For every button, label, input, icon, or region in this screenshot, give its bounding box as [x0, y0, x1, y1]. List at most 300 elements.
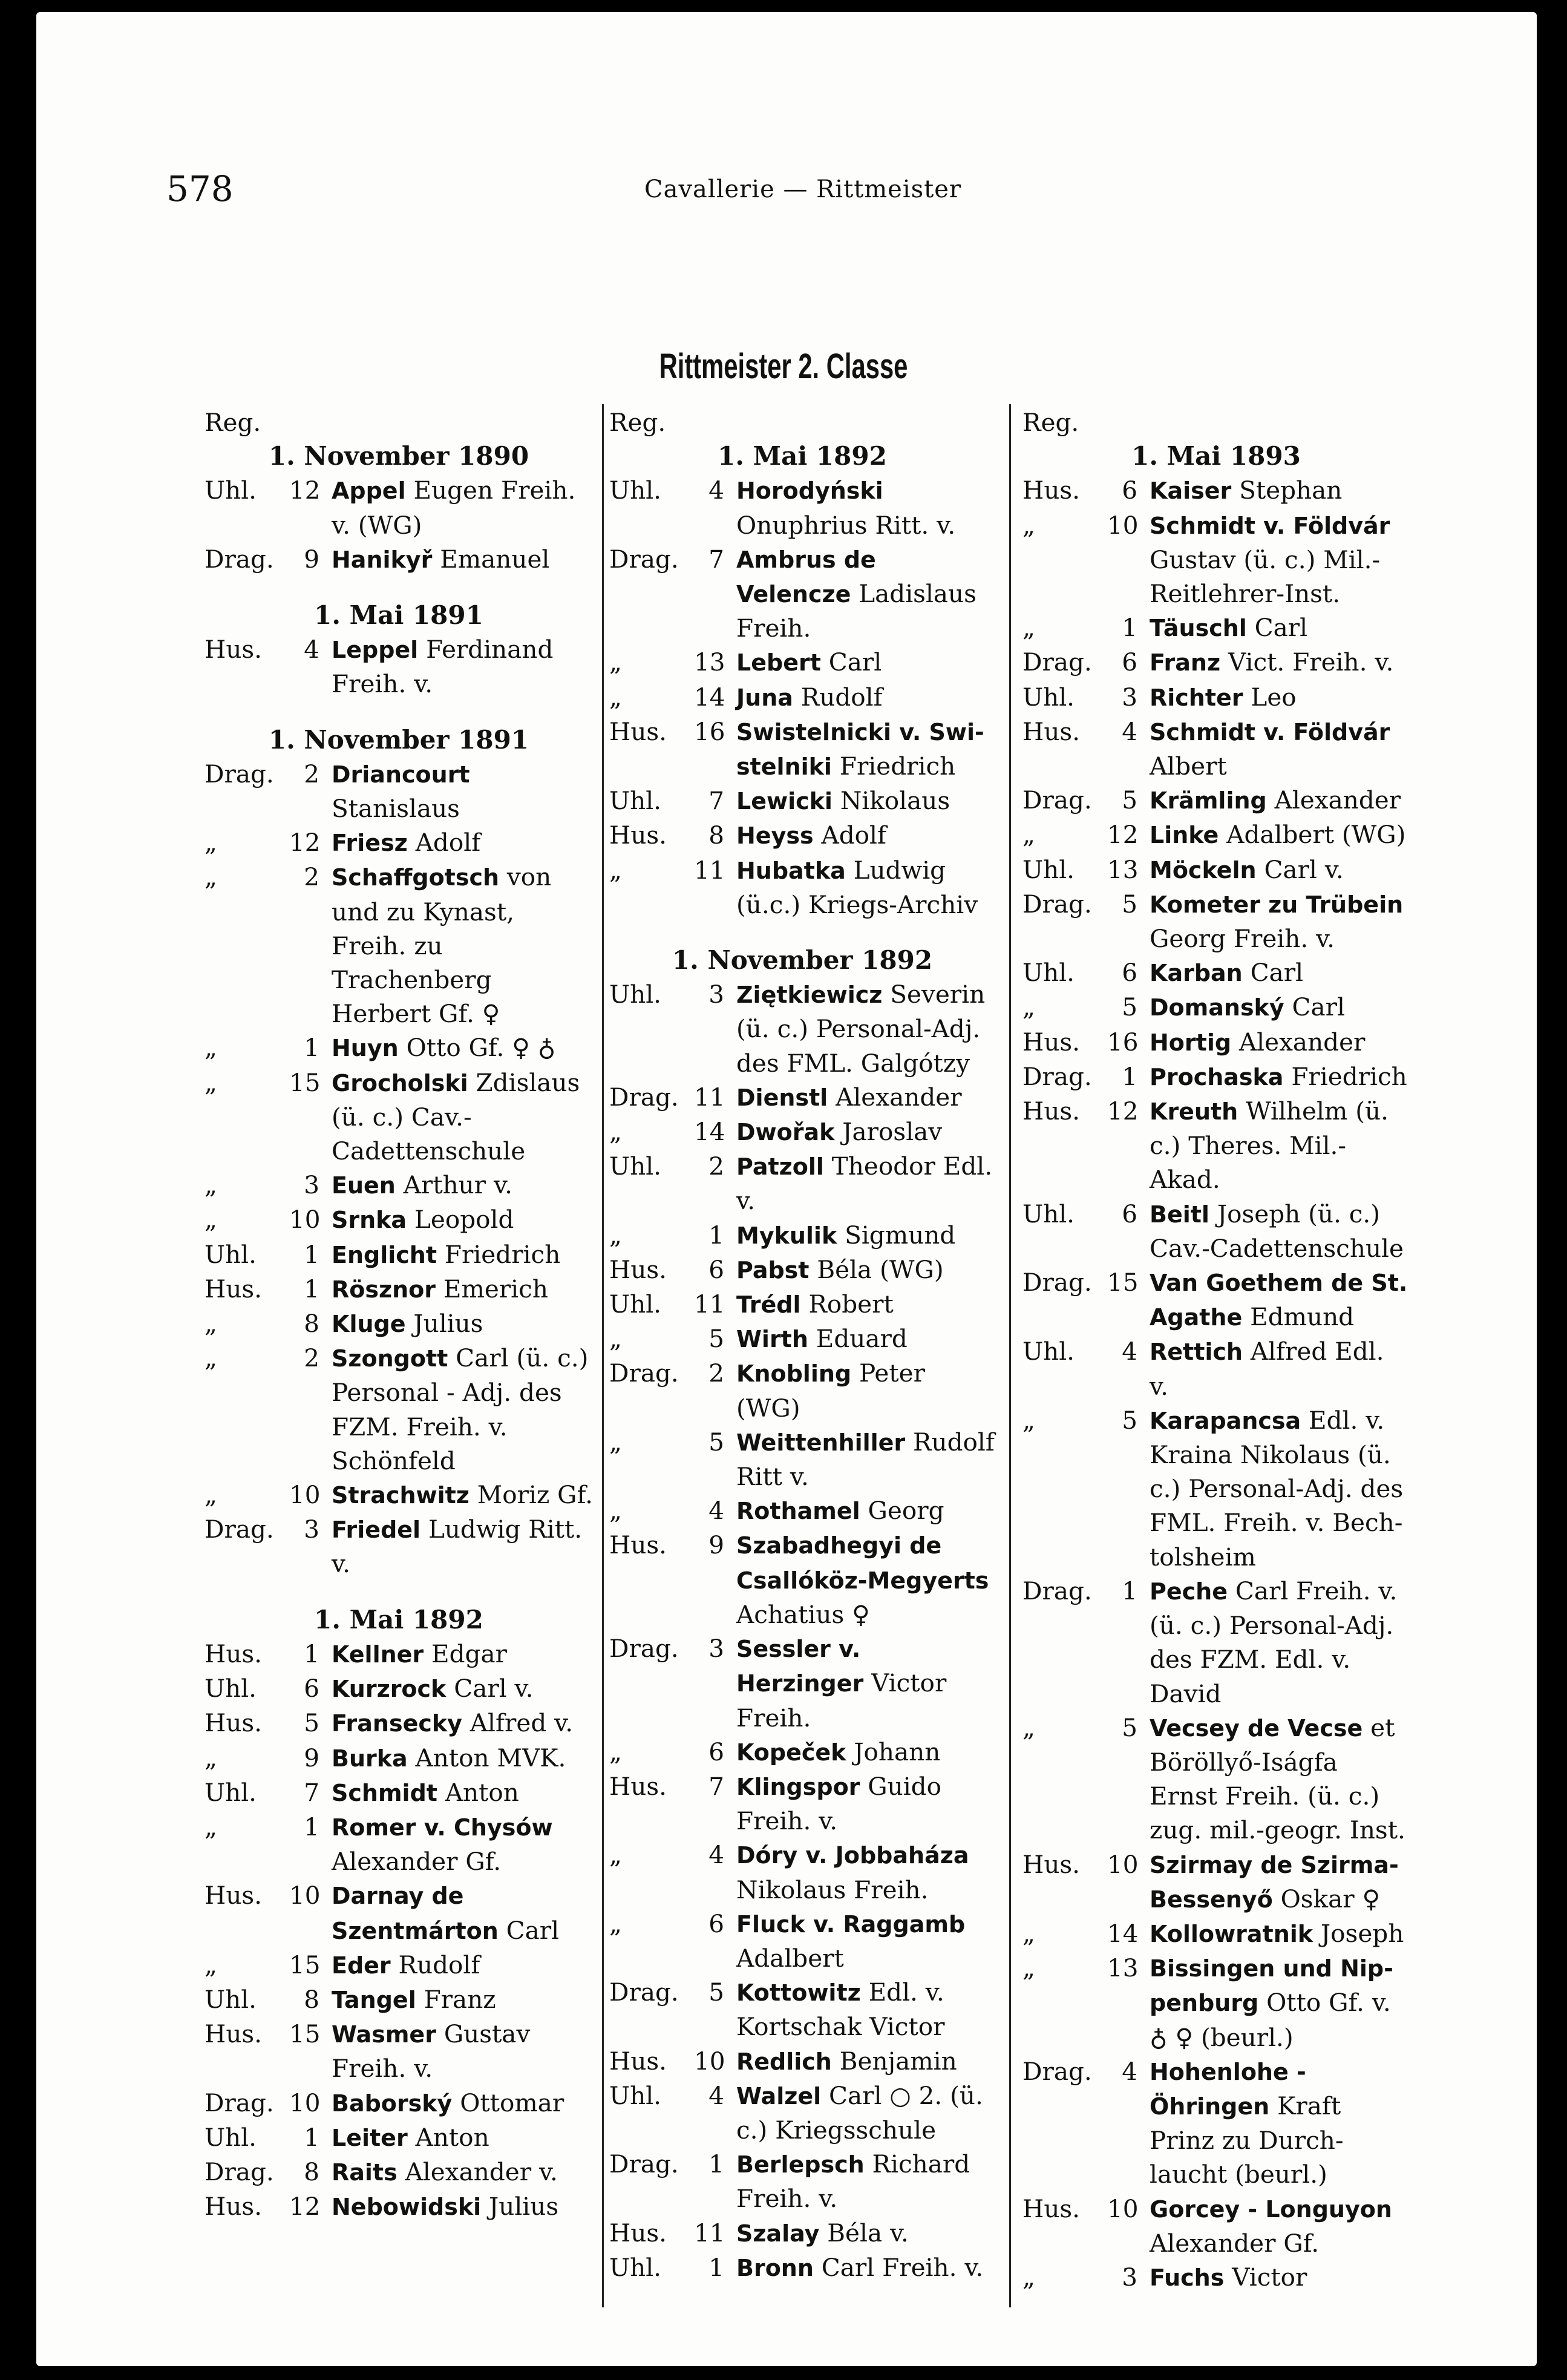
- regiment-branch: Drag.: [609, 1978, 679, 2007]
- officer-surname: Huyn: [332, 1035, 399, 1062]
- officer-surname: Friesz: [332, 830, 408, 857]
- regiment-number: 1: [304, 1812, 319, 1841]
- officer-entry: [609, 1735, 995, 1769]
- officer-surname: Nebowidski: [332, 2194, 482, 2221]
- officer-name: [1150, 1916, 1410, 1951]
- reg-label: Reg.: [204, 408, 261, 437]
- regiment-number: 4: [708, 1496, 724, 1526]
- regiment-branch: Hus.: [609, 716, 667, 746]
- officer-surname: Driancourt: [332, 761, 470, 788]
- regiment-number: 10: [694, 2046, 725, 2076]
- officer-surname: Rothamel: [736, 1498, 860, 1525]
- officer-details: Severin (ü. c.) Personal-Adj. des FML. Galgótzy: [736, 980, 986, 1078]
- officer-entry: [609, 784, 995, 818]
- regiment-number: 11: [694, 855, 725, 885]
- group-spacer: [204, 577, 593, 598]
- officer-name: [736, 977, 995, 1080]
- officer-surname: Karapancsa: [1150, 1407, 1301, 1434]
- regiment-branch: „: [609, 647, 622, 677]
- officer-entry: [1022, 853, 1410, 887]
- officer-details: Peter (WG): [736, 1359, 926, 1423]
- officer-details: Eugen Freih. v. (WG): [332, 476, 576, 540]
- officer-entry: [204, 632, 593, 701]
- officer-name: [332, 860, 593, 1031]
- officer-surname: Hohenlohe - Öhringen: [1150, 2058, 1306, 2120]
- officer-entry: [1022, 508, 1410, 611]
- officer-name: [736, 1528, 995, 1631]
- officer-surname: Karban: [1150, 960, 1243, 987]
- officer-entry: [609, 1425, 995, 1493]
- officer-details: Albert: [1150, 752, 1227, 781]
- regiment-branch: Uhl.: [204, 1239, 257, 1269]
- officer-details: Guido Freih. v.: [736, 1771, 941, 1836]
- regiment-number: 12: [289, 828, 321, 857]
- regiment-number: 4: [708, 476, 724, 505]
- officer-details: Otto Gf. v. ♁ ♀ (beurl.): [1150, 1988, 1391, 2052]
- officer-name: [1150, 1951, 1410, 2054]
- officer-details: Anton: [445, 1777, 519, 1807]
- officer-entry: [609, 1975, 995, 2044]
- officer-details: Kraft Prinz zu Durchlaucht (beurl.): [1150, 2091, 1344, 2189]
- officer-details: Carl: [506, 1915, 560, 1945]
- officer-details: Ludwig Ritt. v.: [332, 1515, 583, 1579]
- officer-name: [332, 1341, 593, 1478]
- officer-entry: [609, 1080, 995, 1115]
- officer-name: [736, 2216, 995, 2251]
- regiment-branch: „: [609, 1496, 622, 1526]
- regiment-branch: Hus.: [204, 1274, 263, 1303]
- officer-entry: [204, 542, 593, 577]
- officer-entry: [204, 1066, 593, 1169]
- officer-details: Alfred Edl. v.: [1150, 1337, 1384, 1401]
- regiment-number: 5: [708, 1427, 724, 1457]
- regiment-branch: Drag.: [204, 2157, 274, 2186]
- regiment-number: 1: [1122, 613, 1137, 643]
- regiment-branch: Hus.: [609, 1530, 667, 1560]
- officer-entry: [204, 1478, 593, 1512]
- regiment-number: 3: [304, 1515, 319, 1544]
- regiment-number: 10: [289, 2088, 321, 2117]
- officer-details: Richard Freih. v.: [736, 2149, 970, 2214]
- officer-surname: Lewicki: [736, 788, 833, 815]
- officer-name: [332, 1272, 593, 1306]
- officer-surname: Krämling: [1150, 787, 1267, 815]
- officer-details: Leo: [1251, 682, 1297, 712]
- officer-surname: Juna: [736, 684, 793, 711]
- officer-entry: [609, 1769, 995, 1838]
- regiment-number: 4: [708, 1840, 724, 1870]
- officer-details: Robert: [808, 1290, 894, 1319]
- officer-details: Carl: [1254, 613, 1308, 643]
- regiment-number: 10: [289, 1480, 321, 1510]
- officer-details: Georg Freih. v.: [1150, 924, 1335, 954]
- officer-surname: Tangel: [332, 1986, 416, 2013]
- officer-surname: Dwořak: [736, 1119, 835, 1146]
- officer-entry: [204, 1878, 593, 1947]
- regiment-branch: Drag.: [1022, 785, 1092, 815]
- regiment-branch: Uhl.: [1022, 1199, 1075, 1228]
- officer-name: [332, 1637, 593, 1671]
- officer-name: [736, 715, 995, 784]
- officer-details: Stephan: [1239, 476, 1343, 505]
- regiment-number: 11: [694, 2218, 725, 2247]
- column-2: [609, 405, 995, 2285]
- regiment-branch: Hus.: [204, 635, 263, 664]
- officer-surname: Täuschl: [1150, 615, 1247, 642]
- officer-entry: [204, 1168, 593, 1202]
- regiment-number: 5: [1122, 1713, 1137, 1742]
- officer-entry: [609, 715, 995, 784]
- regiment-number: 10: [1107, 1849, 1139, 1879]
- officer-surname: Fuchs: [1150, 2264, 1225, 2291]
- regiment-branch: „: [609, 1909, 622, 1938]
- regiment-number: 11: [694, 1082, 725, 1112]
- officer-entry: [1022, 2054, 1410, 2192]
- officer-name: [332, 1948, 593, 1982]
- regiment-branch: Hus.: [609, 1254, 667, 1284]
- officer-details: Alexander: [836, 1082, 962, 1112]
- officer-name: [736, 1907, 995, 1975]
- regiment-number: 1: [708, 2252, 724, 2282]
- officer-name: [736, 680, 995, 715]
- officer-name: [332, 1306, 593, 1341]
- officer-details: Vict. Freih. v.: [1228, 647, 1394, 677]
- regiment-branch: Uhl.: [609, 2080, 662, 2110]
- regiment-branch: Drag.: [1022, 1061, 1092, 1091]
- officer-entry: [1022, 2192, 1410, 2260]
- officer-details: Arthur v.: [403, 1170, 512, 1200]
- officer-surname: Rösznor: [332, 1276, 436, 1303]
- officer-name: [1150, 1197, 1410, 1265]
- regiment-number: 15: [289, 2019, 321, 2049]
- officer-name: [1150, 1403, 1410, 1574]
- regiment-number: 9: [304, 1743, 319, 1772]
- officer-surname: Schmidt: [332, 1779, 437, 1806]
- officer-surname: Linke: [1150, 822, 1219, 849]
- officer-name: [736, 2251, 995, 2285]
- regiment-branch: „: [204, 1067, 217, 1097]
- regiment-number: 13: [1107, 1953, 1139, 1983]
- officer-name: [736, 1218, 995, 1253]
- officer-surname: Schmidt v. Földvár: [1150, 718, 1390, 746]
- officer-surname: Englicht: [332, 1241, 437, 1268]
- officer-entry: [204, 1031, 593, 1065]
- officer-details: Alexander: [1274, 785, 1401, 815]
- officer-entry: [1022, 1951, 1410, 2054]
- regiment-branch: Hus.: [609, 2046, 667, 2076]
- regiment-branch: Uhl.: [1022, 854, 1075, 884]
- regiment-branch: „: [204, 1309, 217, 1339]
- officer-entry: [204, 2017, 593, 2085]
- officer-entry: [609, 1907, 995, 1975]
- officer-entry: [204, 757, 593, 825]
- officer-surname: Hubatka: [736, 857, 846, 884]
- section-title: Rittmeister 2. Classe: [659, 347, 908, 386]
- group-spacer: [204, 1581, 593, 1603]
- officer-details: Wilhelm (ü. c.) Theres. Mil.-Akad.: [1150, 1097, 1389, 1195]
- officer-surname: Ambrus de Velencze: [736, 546, 876, 608]
- regiment-branch: Hus.: [204, 2019, 263, 2049]
- regiment-branch: Drag.: [609, 2149, 679, 2179]
- officer-details: Joseph (ü. c.) Cav.-Cadettenschule: [1150, 1199, 1404, 1263]
- regiment-branch: „: [609, 682, 622, 712]
- officer-details: Ottomar: [460, 2088, 564, 2117]
- officer-name: [1150, 1094, 1410, 1197]
- regiment-branch: „: [204, 862, 217, 892]
- officer-surname: Vecsey de Vecse: [1150, 1714, 1363, 1742]
- regiment-number: 4: [1122, 2056, 1137, 2086]
- officer-details: Leopold: [414, 1205, 514, 1234]
- officer-name: [332, 2189, 593, 2224]
- officer-surname: Leiter: [332, 2124, 408, 2151]
- officer-details: Eduard: [816, 1324, 908, 1354]
- officer-details: Edl. v. Kortschak Victor: [736, 1978, 945, 2042]
- promotion-date: 1. Mai 1891: [314, 600, 483, 630]
- regiment-branch: Drag.: [609, 1359, 679, 1388]
- regiment-number: 16: [1107, 1027, 1139, 1057]
- officer-name: [736, 1838, 995, 1906]
- regiment-branch: Drag.: [204, 2088, 274, 2117]
- regiment-number: 16: [694, 716, 725, 746]
- officer-surname: Kluge: [332, 1311, 406, 1338]
- regiment-branch: „: [204, 1205, 217, 1234]
- officer-details: Carl ○ 2. (ü. c.) Kriegsschule: [736, 2080, 983, 2145]
- officer-details: Adalbert (WG): [1226, 820, 1406, 850]
- officer-name: [736, 1631, 995, 1735]
- officer-name: [1150, 611, 1410, 645]
- officer-name: [1150, 887, 1410, 956]
- officer-details: Victor: [1232, 2262, 1307, 2292]
- officer-entry: [1022, 1711, 1410, 1847]
- officer-entry: [609, 1218, 995, 1253]
- regiment-number: 1: [1122, 1061, 1137, 1091]
- officer-details: Oskar ♀: [1280, 1884, 1381, 1913]
- officer-surname: Rettich: [1150, 1339, 1243, 1366]
- officer-name: [1150, 715, 1410, 783]
- officer-name: [736, 1253, 995, 1287]
- regiment-number: 2: [304, 759, 319, 788]
- officer-details: Carl Freih. v.: [821, 2252, 984, 2282]
- officer-details: Gustav Freih. v.: [332, 2019, 531, 2083]
- regiment-number: 3: [1122, 2262, 1137, 2292]
- officer-surname: Fransecky: [332, 1710, 462, 1737]
- officer-name: [1150, 1574, 1410, 1711]
- officer-name: [1150, 1060, 1410, 1094]
- promotion-date: 1. Mai 1893: [1131, 441, 1301, 471]
- column-rule: [602, 404, 604, 2307]
- regiment-branch: „: [204, 1743, 217, 1772]
- promotion-date: 1. November 1891: [268, 724, 529, 755]
- officer-surname: Burka: [332, 1745, 408, 1772]
- officer-details: Adolf: [415, 828, 481, 857]
- officer-surname: Hortig: [1150, 1029, 1232, 1056]
- officer-name: [736, 1322, 995, 1356]
- regiment-number: 13: [694, 647, 725, 677]
- officer-details: Ludwig (ü.c.) Kriegs-Archiv: [736, 855, 978, 919]
- officer-details: Sigmund: [845, 1220, 956, 1250]
- officer-entry: [609, 1356, 995, 1424]
- officer-entry: [609, 1149, 995, 1218]
- regiment-branch: Hus.: [1022, 1027, 1081, 1057]
- officer-entry: [204, 2120, 593, 2155]
- regiment-branch: Uhl.: [1022, 958, 1075, 988]
- regiment-branch: „: [609, 1220, 622, 1250]
- officer-name: [332, 542, 593, 577]
- regiment-branch: Hus.: [1022, 476, 1081, 505]
- regiment-branch: Hus.: [609, 2218, 667, 2247]
- regiment-number: 4: [708, 2080, 724, 2110]
- regiment-number: 10: [289, 1205, 321, 1234]
- regiment-branch: „: [1022, 820, 1035, 850]
- regiment-branch: Uhl.: [1022, 682, 1075, 712]
- officer-details: Béla v.: [827, 2218, 909, 2247]
- regiment-number: 14: [1107, 1918, 1139, 1948]
- officer-entry: [609, 1322, 995, 1356]
- officer-entry: [609, 2079, 995, 2147]
- officer-details: Carl Freih. v. (ü. c.) Personal-Adj. des FZM. Edl. v. David: [1150, 1576, 1398, 1708]
- officer-surname: Van Goethem de St. Agathe: [1150, 1270, 1408, 1331]
- officer-name: [1150, 2260, 1410, 2295]
- officer-surname: Horodyński: [736, 477, 883, 505]
- officer-name: [1150, 853, 1410, 887]
- officer-surname: Kometer zu Trübein: [1150, 891, 1404, 918]
- officer-surname: Wasmer: [332, 2021, 436, 2048]
- regiment-branch: Uhl.: [204, 1777, 257, 1807]
- officer-name: [332, 2155, 593, 2189]
- officer-surname: Prochaska: [1150, 1063, 1284, 1090]
- regiment-number: 5: [1122, 1405, 1137, 1435]
- column-rule: [1009, 404, 1011, 2307]
- officer-name: [1150, 818, 1410, 852]
- regiment-number: 3: [708, 1634, 724, 1664]
- regiment-branch: Hus.: [204, 2192, 263, 2221]
- officer-name: [1150, 680, 1410, 715]
- officer-name: [1150, 1265, 1410, 1334]
- officer-surname: Hanikyř: [332, 546, 433, 573]
- officer-entry: [204, 1982, 593, 2017]
- officer-surname: Kaiser: [1150, 477, 1232, 505]
- officer-name: [736, 1493, 995, 1528]
- regiment-branch: Hus.: [1022, 1097, 1081, 1126]
- officer-entry: [609, 2251, 995, 2285]
- officer-name: [736, 1115, 995, 1149]
- officer-name: [332, 757, 593, 825]
- officer-details: Jaroslav: [842, 1117, 943, 1147]
- officer-details: von und zu Kynast, Freih. zu Trachenberg Herbert Gf. ♀: [332, 862, 552, 1029]
- officer-details: Edgar: [431, 1639, 507, 1668]
- regiment-number: 6: [708, 1737, 724, 1766]
- officer-entry: [609, 542, 995, 646]
- officer-details: Moriz Gf.: [477, 1480, 593, 1510]
- regiment-branch: „: [1022, 1953, 1035, 1983]
- regiment-branch: „: [609, 1427, 622, 1457]
- regiment-branch: „: [1022, 510, 1035, 540]
- officer-entry: [609, 645, 995, 680]
- officer-details: Anton MVK.: [415, 1743, 566, 1772]
- officer-name: [332, 1031, 593, 1065]
- officer-entry: [609, 853, 995, 922]
- officer-entry: [204, 1202, 593, 1237]
- officer-details: Joseph: [1320, 1918, 1404, 1948]
- officer-surname: Ziętkiewicz: [736, 982, 883, 1009]
- officer-name: [736, 853, 995, 922]
- officer-name: [736, 1356, 995, 1424]
- officer-entry: [609, 1631, 995, 1735]
- regiment-branch: „: [1022, 1405, 1035, 1435]
- regiment-number: 12: [289, 2192, 321, 2221]
- officer-details: Emanuel: [440, 544, 550, 574]
- officer-name: [332, 1478, 593, 1512]
- officer-entry: [204, 1306, 593, 1341]
- officer-entry: [1022, 1334, 1410, 1403]
- group-spacer: [609, 922, 995, 943]
- officer-surname: Szalay: [736, 2220, 820, 2247]
- regiment-branch: Hus.: [1022, 2194, 1081, 2223]
- officer-entry: [204, 1637, 593, 1671]
- officer-entry: [609, 977, 995, 1080]
- regiment-branch: Uhl.: [204, 1984, 257, 2014]
- regiment-number: 6: [1122, 958, 1137, 988]
- regiment-number: 5: [1122, 785, 1137, 815]
- officer-surname: Sessler v. Herzinger: [736, 1636, 864, 1697]
- officer-details: Zdislaus (ü. c.) Cav.-Cadettenschule: [332, 1067, 580, 1166]
- officer-details: Stanislaus: [332, 794, 460, 824]
- officer-surname: Kottowitz: [736, 1979, 861, 2007]
- officer-details: Achatius ♀: [736, 1599, 870, 1629]
- regiment-number: 2: [708, 1359, 724, 1388]
- officer-entry: [1022, 1025, 1410, 1060]
- officer-entry: [1022, 1060, 1410, 1094]
- officer-details: Rudolf: [800, 682, 883, 712]
- officer-details: Otto Gf. ♀ ♁: [406, 1033, 556, 1063]
- promotion-date: 1. Mai 1892: [718, 441, 887, 471]
- regiment-number: 1: [304, 2122, 319, 2152]
- officer-name: [736, 784, 995, 818]
- officer-surname: Grocholski: [332, 1069, 468, 1097]
- officer-entry: [204, 1341, 593, 1478]
- officer-entry: [609, 680, 995, 715]
- officer-entry: [1022, 818, 1410, 852]
- officer-surname: Kopeček: [736, 1739, 846, 1766]
- officer-details: Béla (WG): [817, 1254, 944, 1284]
- officer-details: Ladislaus Freih.: [736, 579, 977, 643]
- regiment-number: 10: [1107, 510, 1139, 540]
- officer-entry: [609, 818, 995, 853]
- officer-name: [1150, 473, 1410, 508]
- regiment-branch: Hus.: [204, 1708, 263, 1738]
- officer-name: [332, 1878, 593, 1947]
- officer-name: [1150, 508, 1410, 611]
- officer-surname: Leppel: [332, 637, 419, 664]
- officer-name: [1150, 2054, 1410, 2192]
- regiment-branch: Drag.: [204, 544, 274, 574]
- officer-entry: [1022, 1094, 1410, 1197]
- officer-details: Friedrich: [839, 752, 956, 781]
- regiment-branch: „: [609, 855, 622, 885]
- officer-entry: [204, 825, 593, 860]
- officer-surname: Darnay de Szentmárton: [332, 1883, 499, 1944]
- officer-surname: Swistelnicki v. Swistelniki: [736, 718, 984, 781]
- regiment-branch: „: [204, 1033, 217, 1063]
- officer-entry: [609, 2044, 995, 2079]
- regiment-number: 2: [708, 1152, 724, 1181]
- officer-entry: [1022, 956, 1410, 990]
- officer-surname: Pabst: [736, 1256, 810, 1283]
- officer-entry: [204, 473, 593, 542]
- officer-entry: [204, 1706, 593, 1740]
- officer-surname: Walzel: [736, 2082, 822, 2110]
- regiment-number: 6: [708, 1254, 724, 1284]
